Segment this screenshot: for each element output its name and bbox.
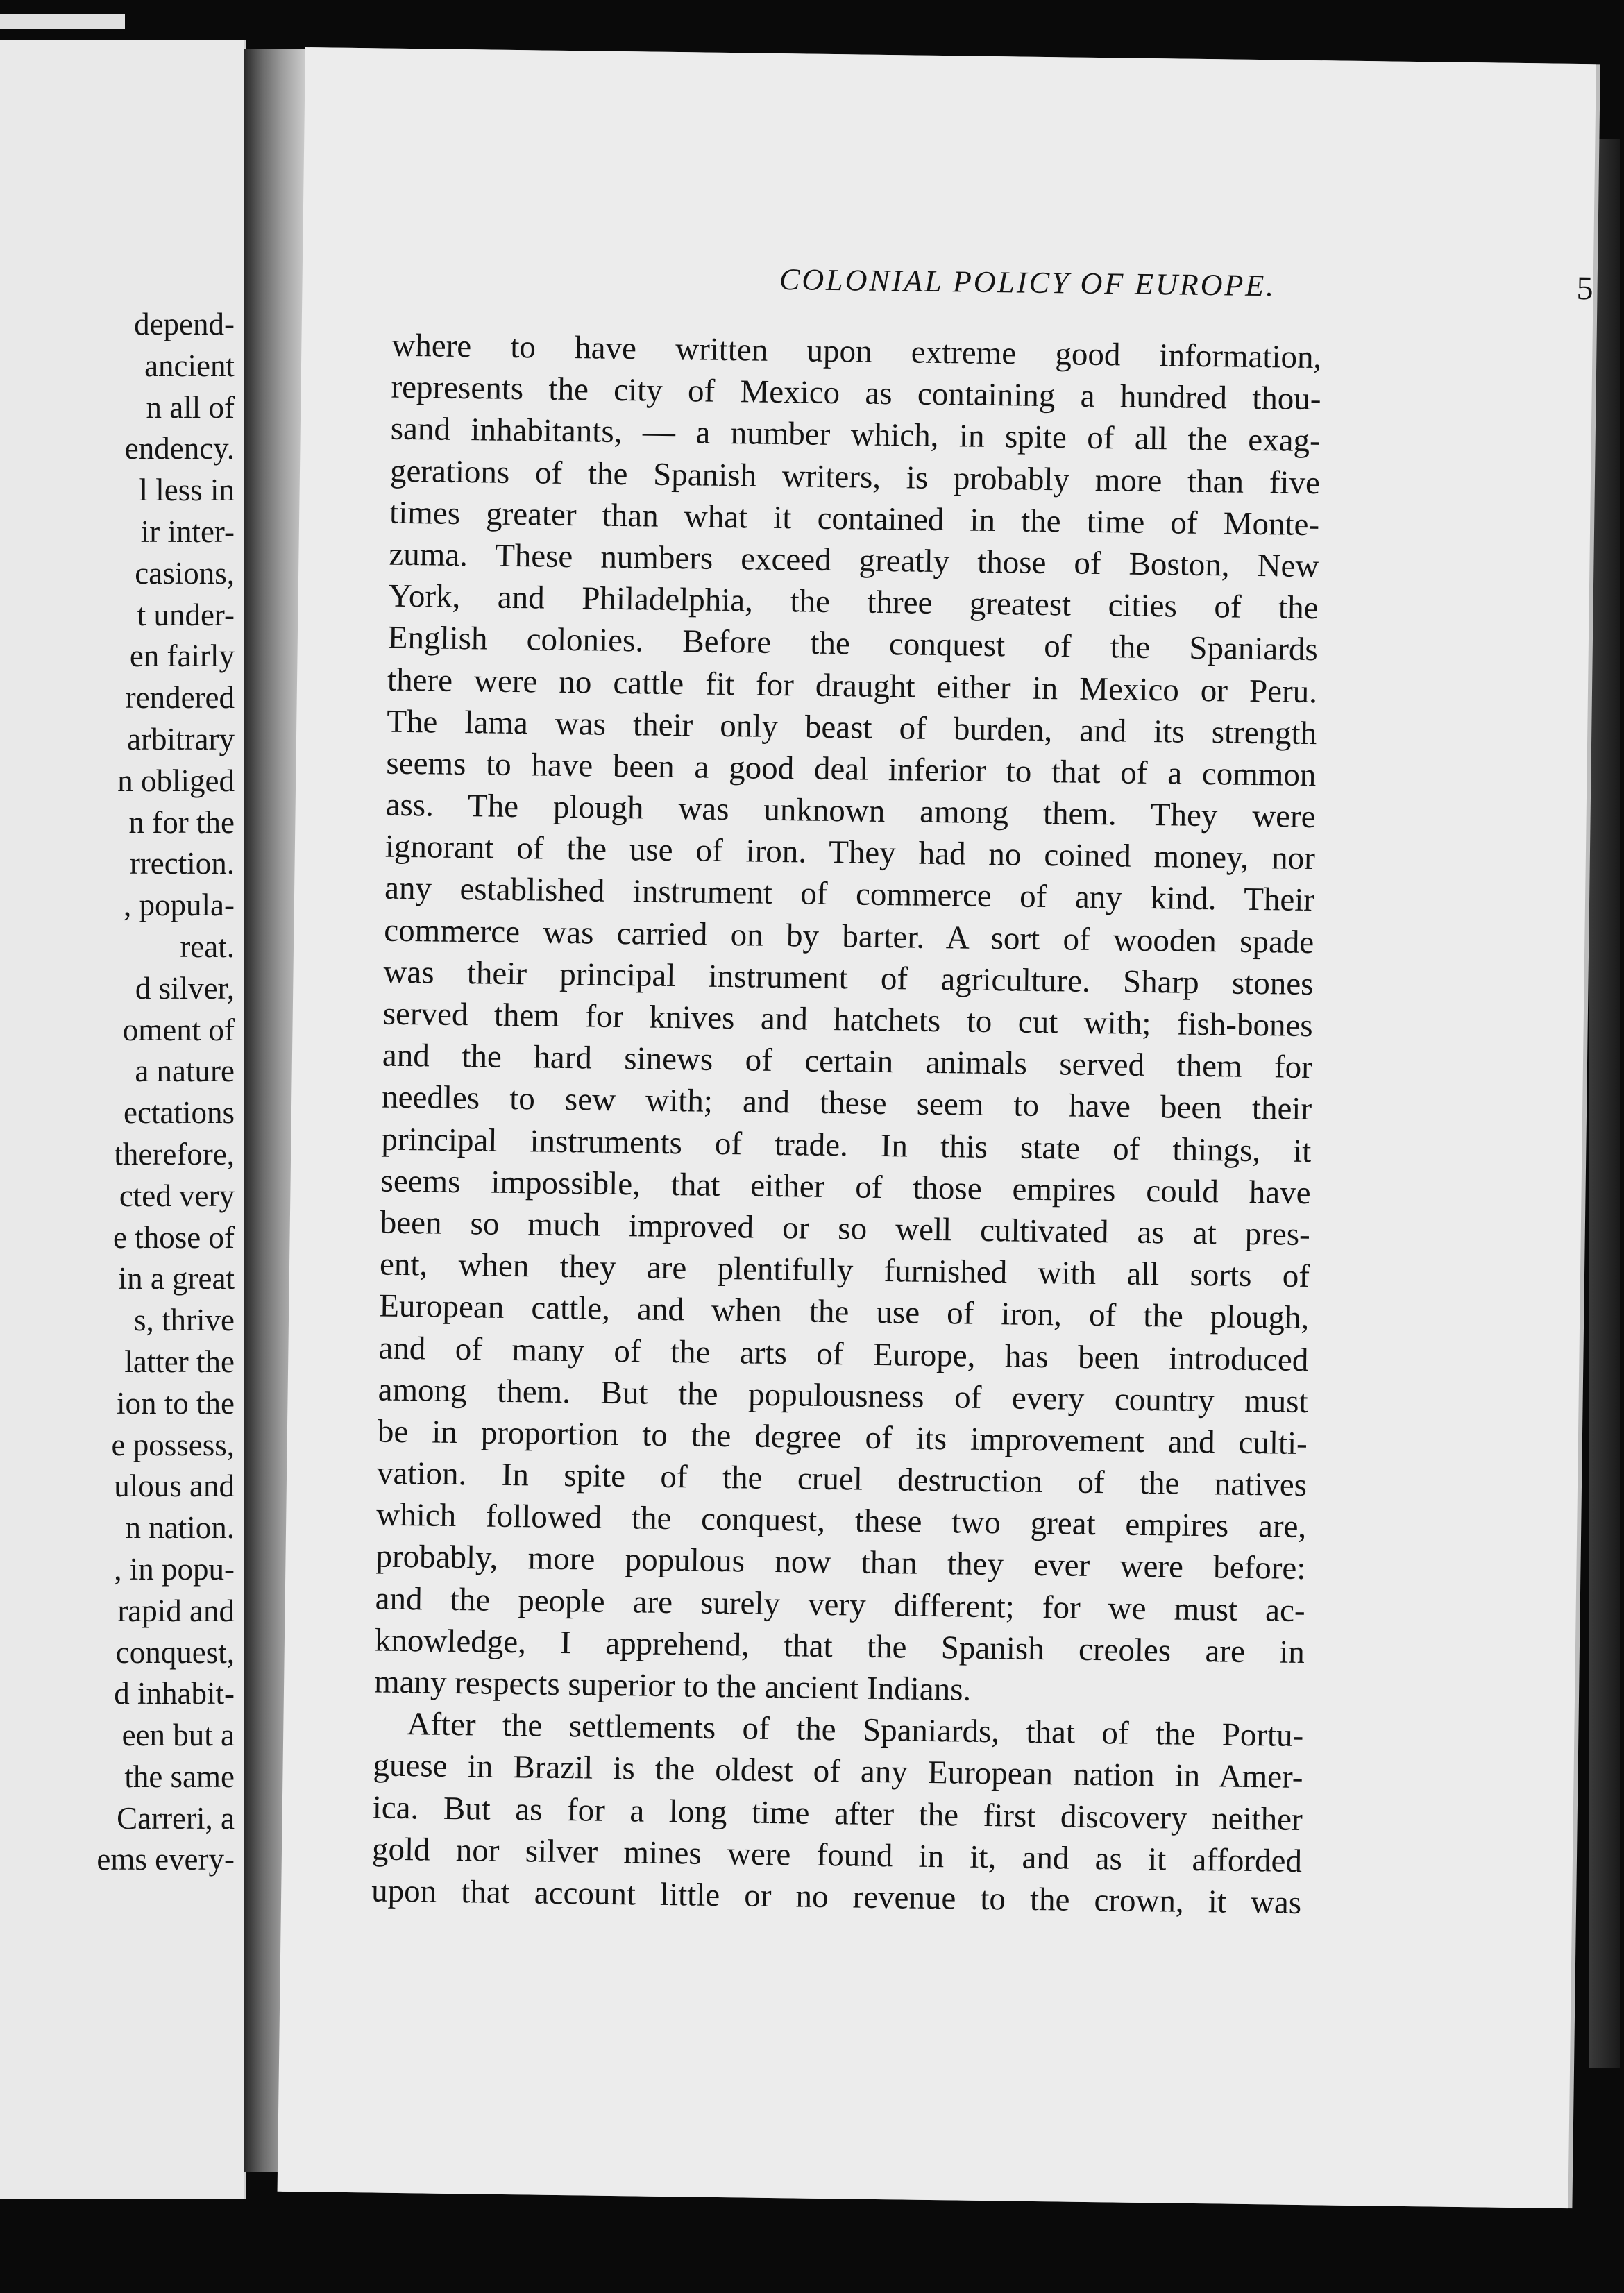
- left-page-line: endency.: [124, 431, 235, 466]
- text-line: sand inhabitants, — a number which, in spite of all the exag-: [390, 411, 1321, 459]
- left-page-line: d silver,: [135, 970, 235, 1006]
- text-line: there were no cattle fit for draught either in Mexico or Peru.: [387, 661, 1318, 710]
- left-page-line: depend-: [134, 307, 235, 341]
- left-page-line: l less in: [139, 473, 235, 508]
- left-page-line: casions,: [135, 555, 235, 591]
- body-text: [371, 325, 1322, 1924]
- text-line: been so much improved or so well cultivated as at pres-: [380, 1204, 1311, 1253]
- text-line: and of many of the arts of Europe, has been introduced: [378, 1330, 1309, 1378]
- text-line: among them. But the populousness of every country must: [378, 1371, 1308, 1420]
- text-line: ica. But as for a long time after the first discovery neither: [372, 1789, 1303, 1838]
- text-line: be in proportion to the degree of its improvement and culti-: [377, 1413, 1308, 1462]
- left-page-line: e those of: [113, 1219, 235, 1255]
- page-number: 5: [1576, 270, 1593, 307]
- text-line: seems impossible, that either of those empires could have: [380, 1162, 1311, 1211]
- left-page-line: t under-: [137, 597, 235, 632]
- text-line: many respects superior to the ancient Indians.: [373, 1664, 972, 1708]
- left-page-line: , popula-: [124, 888, 235, 923]
- text-line: represents the city of Mexico as containing a hundred thou-: [391, 369, 1321, 418]
- text-line: knowledge, I apprehend, that the Spanish creoles are in: [374, 1622, 1305, 1670]
- left-page-line: d inhabit-: [114, 1676, 235, 1711]
- left-page-line: rapid and: [117, 1593, 235, 1628]
- left-page-line: oment of: [122, 1012, 235, 1047]
- left-page-line: rendered: [125, 680, 235, 716]
- text-line: where to have written upon extreme good information,: [391, 327, 1322, 376]
- text-line: upon that account little or no revenue to the crown, it was: [371, 1872, 1302, 1921]
- left-page-line: the same: [124, 1759, 235, 1794]
- text-line: times greater than what it contained in the time of Monte-: [389, 494, 1320, 543]
- left-page-line: ion to the: [117, 1385, 235, 1421]
- text-line: and the people are surely very different; for we must ac-: [375, 1580, 1305, 1629]
- text-line: ent, when they are plentifully furnished with all sorts of: [379, 1246, 1310, 1295]
- text-line: principal instruments of trade. In this state of things, it: [381, 1121, 1312, 1169]
- text-line: European cattle, and when the use of iron, of the plough,: [378, 1287, 1310, 1337]
- text-line: English colonies. Before the conquest of the Spaniards: [387, 619, 1319, 668]
- left-page-line: therefore,: [114, 1136, 235, 1171]
- text-line: any established instrument of commerce of any kind. Their: [384, 870, 1315, 919]
- text-line: The lama was their only beast of burden, and its strength: [386, 703, 1317, 752]
- text-line: guese in Brazil is the oldest of any European nation in Amer-: [373, 1747, 1303, 1796]
- left-page-line: n obliged: [117, 763, 235, 798]
- text-line: After the settlements of the Spaniards, that of the Portu-: [407, 1706, 1304, 1754]
- left-page-line: rrection.: [129, 846, 235, 881]
- text-line: gold nor silver mines were found in it, and as it afforded: [371, 1831, 1303, 1879]
- left-page-line: n nation.: [125, 1510, 235, 1546]
- text-line: commerce was carried on by barter. A sort of wooden spade: [384, 912, 1314, 961]
- left-page-line: , in popu-: [114, 1551, 235, 1587]
- left-page-line: in a great: [118, 1261, 235, 1296]
- left-page-line: een but a: [121, 1718, 235, 1753]
- left-page-line: a nature: [135, 1054, 235, 1089]
- left-page-line: latter the: [124, 1344, 235, 1379]
- left-page-line: conquest,: [115, 1634, 235, 1670]
- left-page-line: ancient: [144, 348, 235, 383]
- running-title: COLONIAL POLICY OF EUROPE.: [779, 262, 1276, 303]
- text-line: served them for knives and hatchets to cut with; fish-bones: [382, 995, 1314, 1044]
- left-page-fragment: [0, 40, 246, 2199]
- left-page-line: n all of: [146, 389, 235, 425]
- text-line: probably, more populous now than they ever were before:: [375, 1538, 1306, 1587]
- text-line: was their principal instrument of agriculture. Sharp stones: [383, 954, 1314, 1002]
- left-page-line: reat.: [180, 929, 235, 964]
- left-page-line: ulous and: [114, 1469, 235, 1504]
- text-line: vation. In spite of the cruel destruction of the natives: [376, 1455, 1308, 1504]
- left-page-line: n for the: [128, 804, 235, 840]
- left-page-line: s, thrive: [134, 1303, 235, 1338]
- text-line: gerations of the Spanish writers, is probably more than five: [389, 452, 1321, 501]
- left-page-line: e possess,: [111, 1427, 235, 1462]
- text-line: needles to sew with; and these seem to have been their: [381, 1078, 1312, 1128]
- text-line: York, and Philadelphia, the three greatest cities of the: [388, 577, 1319, 627]
- text-line: zuma. These numbers exceed greatly those of Boston, New: [389, 536, 1319, 585]
- running-head: [593, 259, 1600, 314]
- main-page: [278, 47, 1596, 2208]
- left-page-line: cted very: [119, 1178, 235, 1213]
- book-page-edge: [1589, 139, 1620, 2068]
- left-page-line: ir inter-: [140, 514, 235, 549]
- text-line: which followed the conquest, these two great empires are,: [375, 1496, 1307, 1546]
- left-page-line: arbitrary: [127, 721, 235, 756]
- left-page-line: en fairly: [129, 638, 235, 674]
- text-line: and the hard sinews of certain animals served them for: [382, 1037, 1313, 1086]
- text-line: seems to have been a good deal inferior to that of a common: [386, 745, 1317, 794]
- text-line: ass. The plough was unknown among them. They were: [385, 786, 1316, 836]
- left-page-text: [96, 304, 235, 1881]
- page-edge-mark: [0, 14, 125, 29]
- left-page-line: ectations: [124, 1095, 235, 1131]
- left-page-line: Carreri, a: [117, 1800, 235, 1836]
- left-page-line: ems every-: [96, 1842, 235, 1877]
- text-line: ignorant of the use of iron. They had no coined money, nor: [384, 828, 1316, 877]
